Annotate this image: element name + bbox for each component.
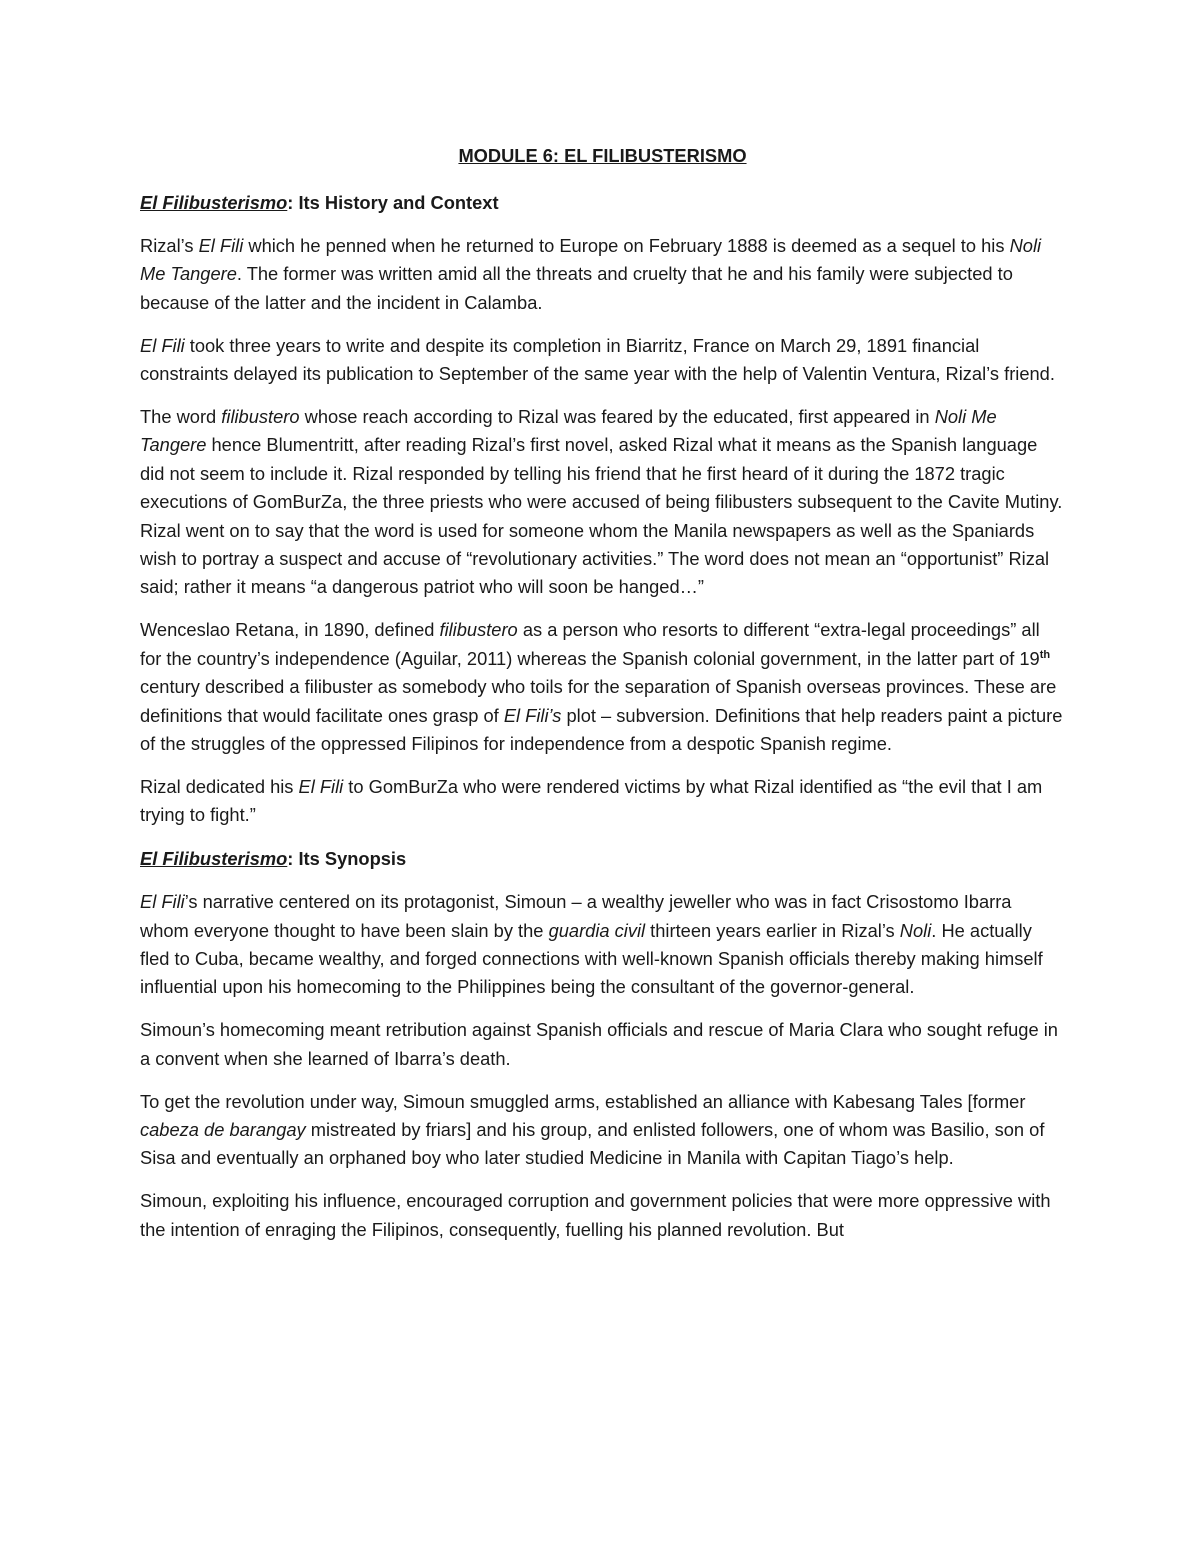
italic-run: cabeza de barangay (140, 1119, 306, 1141)
text-run: The word (140, 406, 222, 428)
text-run: Rizal dedicated his (140, 775, 299, 797)
paragraph: Simoun, exploiting his influence, encouraged corruption and government policies that were more oppressive with the intention of enraging the Filipinos, consequently, fuelling his planned revolution. But (140, 1190, 1051, 1240)
text-run: . The former was written amid all the threats and cruelty that he and his family were subjected to because of the latter and the incident in Calamba. (140, 263, 1013, 313)
paragraph (140, 232, 1065, 317)
text-run: Wenceslao Retana, in 1890, defined (140, 619, 440, 641)
section-heading-history (140, 188, 1065, 218)
section-heading-synopsis (140, 844, 1065, 874)
document-page (140, 140, 1065, 1259)
heading-rest: : Its Synopsis (287, 848, 407, 870)
text-run: took three years to write and despite its completion in Biarritz, France on March 29, 1891 financial constraints delayed its publication to September of the same year with the help of Valentin Ventura, Rizal’s friend. (140, 334, 1055, 385)
text-run: as a person who resorts to different “extra-legal proceedings” all for the country’s independence (Aguilar, 2011) whereas the Spanish colonial government, in the latter part of 19 (140, 619, 1040, 669)
text-run: mistreated by friars] and his group, and enlisted followers, one of whom was Basilio, son of Sisa and eventually an orphaned boy who later studied Medicine in Manila with Capitan Tiago’s help. (140, 1119, 1045, 1169)
paragraph (140, 403, 1065, 602)
italic-run: El Fili’s (503, 704, 562, 726)
paragraph (140, 332, 1065, 389)
paragraph (140, 773, 1065, 830)
italic-run: filibustero (221, 406, 300, 428)
italic-run: El Fili (140, 334, 185, 356)
heading-italic: El Filibusterismo (140, 192, 288, 213)
superscript-run: th (1039, 648, 1051, 661)
paragraph: Simoun’s homecoming meant retribution against Spanish officials and rescue of Maria Clara who sought refuge in a convent when she learned of Ibarra’s death. (140, 1019, 1058, 1069)
italic-run: guardia civil (548, 919, 646, 941)
text-run: whose reach according to Rizal was feared by the educated, first appeared in (299, 406, 935, 428)
text-run: . He actually fled to Cuba, became wealthy, and forged connections with well-known Spanish officials thereby making himself influential upon his homecoming to the Philippines being the consultant of the governor-general. (140, 919, 1043, 998)
paragraph (140, 616, 1065, 758)
paragraph (140, 1088, 1065, 1173)
text-run: ’s narrative centered on its protagonist, Simoun – a wealthy jeweller who was in fact Crisostomo Ibarra whom everyone thought to have been slain by the (140, 891, 1012, 941)
text-run: To get the revolution under way, Simoun smuggled arms, established an alliance with Kabesang Tales [former (140, 1090, 1026, 1112)
text-run: plot – subversion. Definitions that help readers paint a picture of the struggles of the oppressed Filipinos for independence from a despotic Spanish regime. (140, 704, 1063, 754)
italic-run: Noli (899, 919, 932, 941)
text-run: thirteen years earlier in Rizal’s (645, 919, 900, 941)
italic-run: filibustero (439, 619, 518, 641)
italic-run: El Fili (298, 775, 344, 797)
heading-italic: El Filibusterismo (140, 848, 288, 870)
heading-rest: : Its History and Context (287, 192, 499, 213)
paragraph (140, 888, 1065, 1002)
italic-run: El Fili (198, 235, 244, 256)
text-run: which he penned when he returned to Europe on February 1888 is deemed as a sequel to his (243, 235, 1010, 256)
italic-run: Noli Me Tangere (140, 406, 997, 456)
italic-run: Noli Me Tangere (140, 235, 1042, 285)
text-run: Rizal’s (140, 235, 199, 256)
text-run: to GomBurZa who were rendered victims by what Rizal identified as “the evil that I am trying to fight.” (140, 775, 1043, 826)
italic-run: El Fili (140, 891, 185, 913)
page-title: MODULE 6: EL FILIBUSTERISMO (458, 145, 747, 166)
text-run: century described a filibuster as somebody who toils for the separation of Spanish overseas provinces. These are definitions that would facilitate ones grasp of (140, 676, 1057, 726)
text-run: hence Blumentritt, after reading Rizal’s first novel, asked Rizal what it means as the Spanish language did not seem to include it. Rizal responded by telling his friend that he first heard of it during the 1872 tragic executions of GomBurZa, the three priests who were accused of being filibusters subsequent to the Cavite Mutiny. Rizal went on to say that the word is used for someone whom the Manila newspapers as well as the Spaniards wish to portray a suspect and accuse of “revolutionary activities.” The word does not mean an “opportunist” Rizal said; rather it means “a dangerous patriot who will soon be hanged…” (140, 434, 1063, 598)
